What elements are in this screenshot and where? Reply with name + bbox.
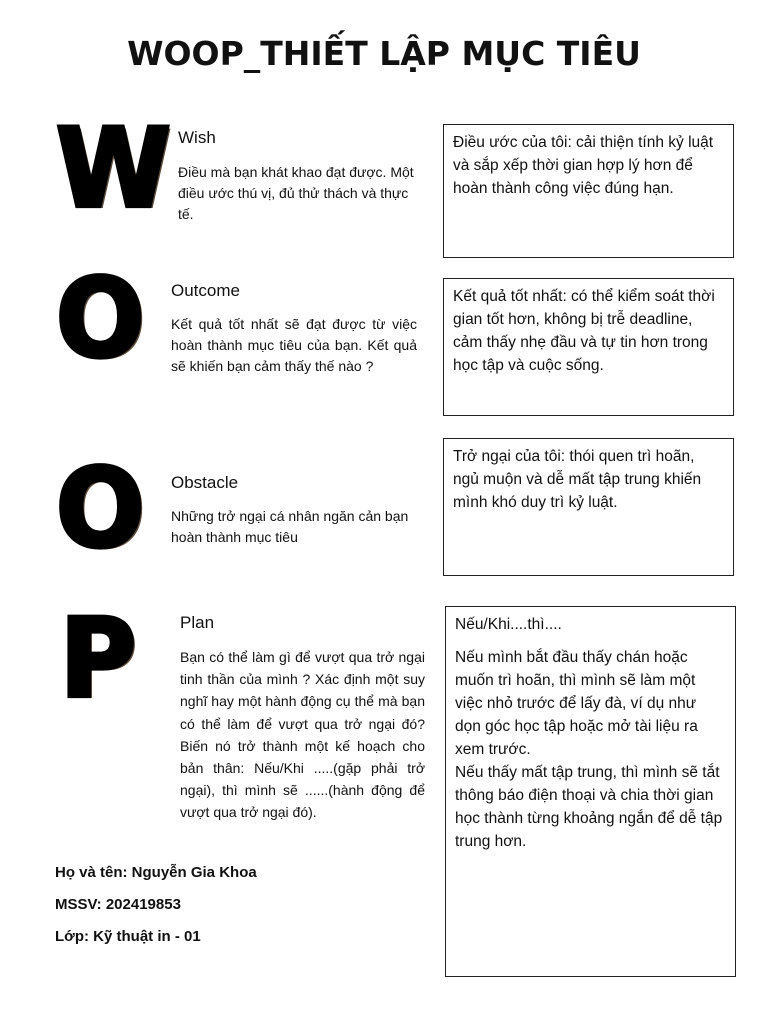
obstacle-answer-box xyxy=(443,438,734,576)
outcome-description: Kết quả tốt nhất sẽ đạt được từ việc hoàn thành mục tiêu của bạn. Kết quả sẽ khiến bạn cảm thấy thế nào ? xyxy=(171,316,417,374)
plan-description: Bạn có thể làm gì để vượt qua trở ngại tinh thần của mình ? Xác định một suy nghĩ hay một hành động cụ thể mà bạn có thể làm để vượt qua trở ngại đó? Biến nó trở thành một kế hoạch cho bản thân: Nếu/Khi .....(gặp phải trở ngại), thì mình sẽ ......(hành động để vượt qua trở ngại đó). xyxy=(180,649,425,821)
wish-answer: Điều ước của tôi: cải thiện tính kỷ luật và sắp xếp thời gian hợp lý hơn để hoàn thành công việc đúng hạn. xyxy=(453,134,714,197)
plan-answer-1: Nếu mình bắt đầu thấy chán hoặc muốn trì hoãn, thì mình sẽ làm một việc nhỏ trước để lấy đà, ví dụ như dọn góc học tập hoặc mở tài liệu ra xem trước. xyxy=(455,649,698,758)
student-name: Họ và tên: Nguyễn Gia Khoa xyxy=(55,864,257,881)
letter-p: P xyxy=(59,593,137,723)
wish-heading: Wish xyxy=(178,128,216,147)
letter-o-obstacle: O xyxy=(56,443,145,573)
obstacle-heading: Obstacle xyxy=(171,473,239,492)
outcome-answer: Kết quả tốt nhất: có thể kiểm soát thời gian tốt hơn, không bị trễ deadline, cảm thấy nhẹ đầu và tự tin hơn trong học tập và cuộc sống. xyxy=(453,288,715,374)
page-title: WOOP_THIẾT LẬP MỤC TIÊU xyxy=(127,34,641,73)
letter-o-outcome: O xyxy=(56,253,145,383)
obstacle-description: Những trở ngại cá nhân ngăn cản bạn hoàn thành mục tiêu xyxy=(171,508,409,545)
student-id: MSSV: 202419853 xyxy=(55,896,181,913)
wish-description: Điều mà bạn khát khao đạt được. Một điều ước thú vị, đủ thử thách và thực tế. xyxy=(178,164,414,222)
plan-answer-template: Nếu/Khi....thì.... xyxy=(455,616,562,633)
outcome-answer-box xyxy=(443,278,734,416)
wish-answer-box xyxy=(443,124,734,258)
outcome-heading: Outcome xyxy=(171,281,240,300)
plan-answer-2: Nếu thấy mất tập trung, thì mình sẽ tắt thông báo điện thoại và chia thời gian học thành từng khoảng ngắn để dễ tập trung hơn. xyxy=(455,764,723,850)
plan-answer-box xyxy=(445,606,736,977)
student-class: Lớp: Kỹ thuật in - 01 xyxy=(55,928,201,945)
letter-w: W xyxy=(56,103,171,233)
obstacle-answer: Trở ngại của tôi: thói quen trì hoãn, ngủ muộn và dễ mất tập trung khiến mình khó duy trì kỷ luật. xyxy=(453,448,702,511)
plan-heading: Plan xyxy=(180,613,215,632)
